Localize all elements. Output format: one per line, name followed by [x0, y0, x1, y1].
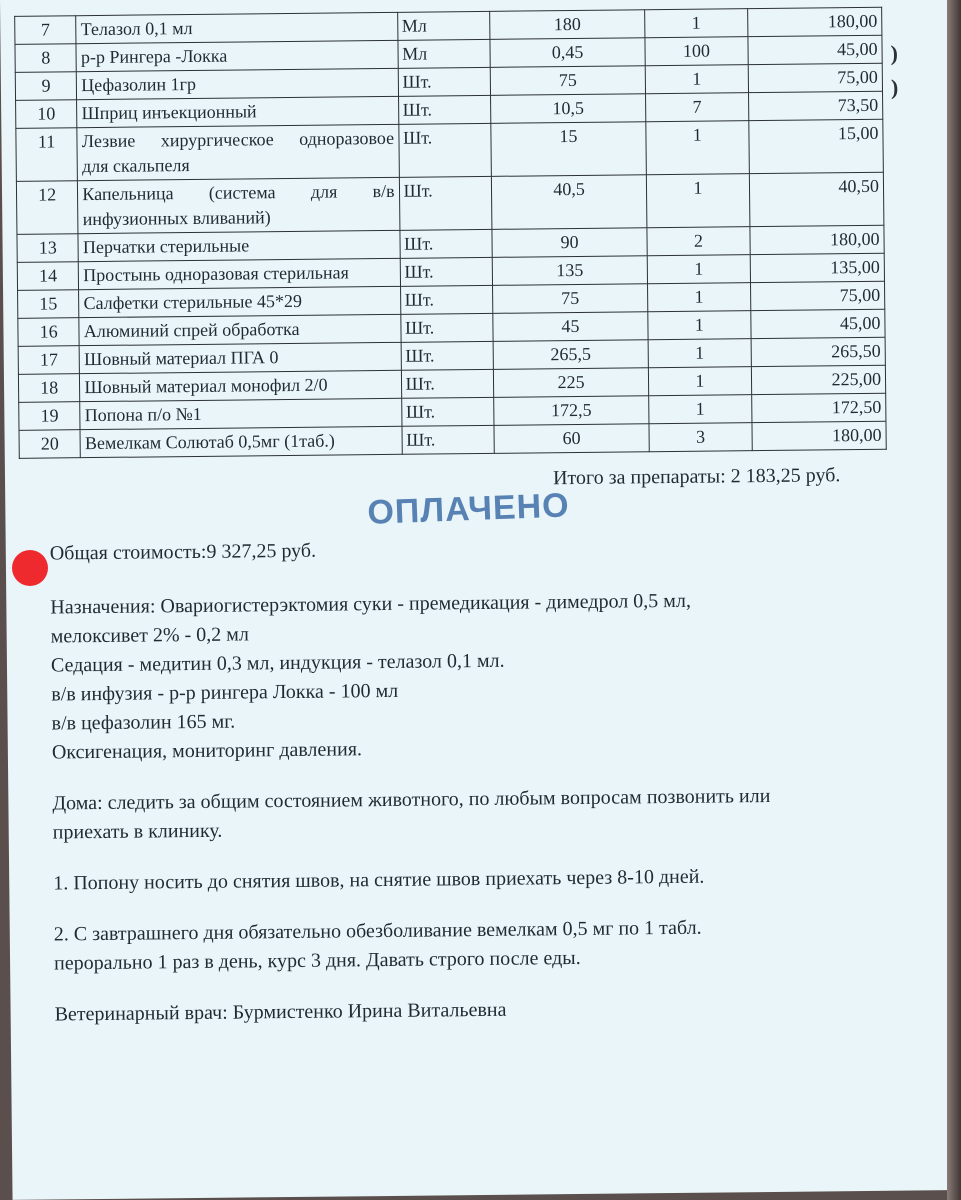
table-row — [16, 119, 884, 181]
item-sum: 15,00 — [749, 119, 884, 173]
notes-line: Седация - медитин 0,3 мл, индукция - телазол 0,1 мл. — [50, 649, 505, 677]
item-name: Телазол 0,1 мл — [76, 12, 397, 43]
row-number: 15 — [18, 290, 80, 319]
item-name-line: Лезвие хирургическое одноразовое — [81, 127, 395, 152]
item-unit: Мл — [397, 11, 490, 40]
item-quantity: 1 — [647, 283, 750, 312]
item-unit: Шт. — [400, 313, 493, 342]
item-quantity: 1 — [648, 311, 751, 340]
item-price: 75 — [493, 284, 648, 314]
notes-line: Оксигенация, мониторинг давления. — [51, 738, 363, 764]
item-name: Простынь одноразовая стерильная — [79, 258, 400, 289]
item-sum: 225,00 — [751, 365, 885, 394]
row-number: 19 — [19, 402, 81, 431]
item-name: Цефазолин 1гр — [77, 68, 398, 99]
row-number: 14 — [17, 262, 79, 291]
item-name-line: для скальпеля — [81, 155, 190, 177]
item-sum: 180,00 — [752, 421, 886, 450]
row-number: 9 — [15, 72, 77, 101]
item-sum: 73,50 — [748, 91, 882, 120]
item-quantity: 3 — [649, 423, 752, 452]
home-instructions: Дома: следить за общим состоянием животного, по любым вопросам позвонить или — [52, 784, 771, 815]
item-sum: 75,00 — [750, 281, 884, 310]
item-sum: 135,00 — [750, 253, 884, 282]
item-unit: Шт. — [399, 229, 492, 258]
row-number: 10 — [16, 100, 78, 129]
item-quantity: 100 — [645, 37, 748, 66]
item-unit: Шт. — [401, 397, 494, 426]
instruction-item-2: 2. С завтрашнего дня обязательно обезболивание вемелкам 0,5 мг по 1 табл. — [53, 916, 702, 946]
item-unit: Шт. — [398, 123, 491, 177]
item-unit: Шт. — [399, 176, 492, 230]
item-name-line: инфузионных вливаний) — [82, 207, 271, 230]
item-price: 75 — [490, 66, 645, 96]
row-number: 13 — [17, 234, 79, 263]
item-name-line: Капельница (система для в/в — [82, 180, 395, 205]
item-quantity: 7 — [645, 93, 748, 122]
item-name: Перчатки стерильные — [78, 230, 399, 261]
item-sum: 265,50 — [751, 337, 885, 366]
item-quantity: 1 — [649, 395, 752, 424]
item-unit: Шт. — [402, 425, 495, 454]
row-number: 18 — [18, 374, 80, 403]
item-sum: 75,00 — [748, 63, 882, 92]
item-quantity: 1 — [646, 121, 749, 175]
notes-line: в/в цефазолин 165 мг. — [51, 710, 236, 735]
row-number: 12 — [16, 181, 78, 235]
item-quantity: 1 — [647, 255, 750, 284]
item-unit: Шт. — [400, 257, 493, 286]
item-price: 10,5 — [491, 94, 646, 124]
item-quantity: 1 — [648, 339, 751, 368]
item-unit: Шт. — [400, 285, 493, 314]
item-unit: Шт. — [401, 369, 494, 398]
item-sum: 172,50 — [752, 393, 886, 422]
instruction-item-1: 1. Попону носить до снятия швов, на снятие швов приехать через 8-10 дней. — [53, 865, 705, 895]
item-price: 45 — [493, 312, 648, 342]
instruction-item-2: перорально 1 раз в день, курс 3 дня. Давать строго после еды. — [53, 946, 581, 975]
item-price: 60 — [494, 424, 649, 454]
item-sum: 45,00 — [751, 309, 885, 338]
item-sum: 180,00 — [747, 7, 881, 36]
item-name: Шовный материал ПГА 0 — [79, 342, 400, 373]
item-sum: 45,00 — [748, 35, 882, 64]
item-unit: Шт. — [398, 95, 491, 124]
red-dot-marker — [12, 550, 48, 586]
row-number: 7 — [15, 16, 77, 45]
table-row — [16, 172, 884, 234]
item-price: 15 — [491, 122, 646, 177]
paid-stamp: ОПЛАЧЕНО — [366, 486, 571, 532]
item-name: Попона п/о №1 — [80, 398, 401, 429]
items-table — [14, 7, 887, 459]
item-quantity: 1 — [648, 367, 751, 396]
row-number: 16 — [18, 318, 80, 347]
row-number: 17 — [18, 346, 80, 375]
row-number: 8 — [15, 44, 77, 73]
item-name: Салфетки стерильные 45*29 — [79, 286, 400, 317]
page-edge — [947, 0, 961, 1200]
prescription-notes — [50, 569, 895, 1030]
item-sum: 180,00 — [750, 225, 884, 254]
notes-line: в/в инфузия - р-р рингера Локка - 100 мл — [51, 679, 399, 706]
item-price: 90 — [492, 228, 647, 258]
row-number: 20 — [19, 430, 81, 459]
margin-marks: ) ) — [890, 40, 899, 100]
item-unit: Шт. — [398, 67, 491, 96]
row-number: 11 — [16, 128, 78, 182]
item-sum: 40,50 — [749, 172, 884, 226]
item-name — [78, 177, 400, 233]
item-name: Шприц инъекционный — [77, 96, 398, 127]
item-name — [77, 124, 399, 180]
item-price: 225 — [493, 368, 648, 398]
total-cost: Общая стоимость:9 327,25 руб. — [49, 539, 317, 565]
item-price: 135 — [492, 256, 647, 286]
notes-line: мелоксивет 2% - 0,2 мл — [50, 623, 249, 648]
item-quantity: 1 — [645, 9, 748, 38]
item-quantity: 1 — [646, 174, 749, 228]
item-name: Алюминий спрей обработка — [79, 314, 400, 345]
item-name: р-р Рингера -Локка — [76, 40, 397, 71]
item-price: 40,5 — [491, 175, 646, 230]
doctor-signature-line: Ветеринарный врач: Бурмистенко Ирина Витальевна — [54, 998, 507, 1026]
item-price: 0,45 — [490, 38, 645, 68]
item-quantity: 2 — [647, 227, 750, 256]
item-unit: Мл — [397, 39, 490, 68]
item-price: 172,5 — [494, 396, 649, 426]
home-instructions: приехать в клинику. — [52, 819, 223, 844]
item-unit: Шт. — [401, 341, 494, 370]
notes-line: Назначения: Овариогистерэктомия суки - премедикация - димедрол 0,5 мл, — [50, 589, 691, 619]
total-meds: Итого за препараты: 2 183,25 руб. — [552, 464, 841, 490]
item-name: Шовный материал монофил 2/0 — [80, 370, 401, 401]
item-quantity: 1 — [645, 65, 748, 94]
item-price: 180 — [490, 10, 645, 40]
item-name: Вемелкам Солютаб 0,5мг (1таб.) — [80, 426, 401, 457]
item-price: 265,5 — [493, 340, 648, 370]
